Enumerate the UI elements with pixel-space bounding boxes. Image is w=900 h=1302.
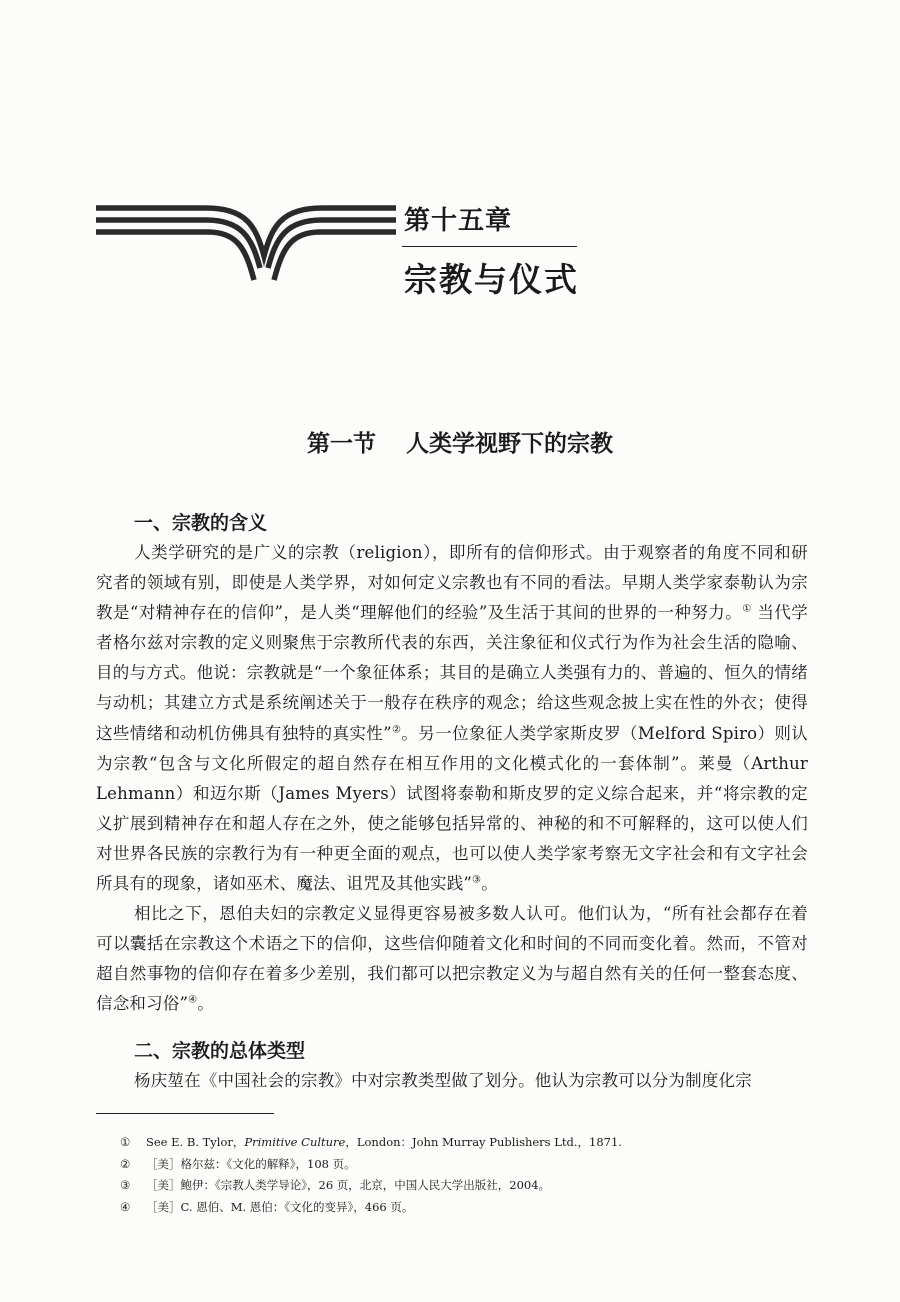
chapter-number: 第十五章 <box>404 206 513 236</box>
subsection-1 <box>96 508 808 1020</box>
footnote-item: ② ［美］格尔兹：《文化的解释》，108 页。 <box>120 1156 356 1171</box>
section-number: 第一节 <box>307 431 376 457</box>
paragraph: 相比之下，恩伯夫妇的宗教定义显得更容易被多数人认可。他们认为，“所有社会都存在着可以囊括在宗教这个术语之下的信仰，这些信仰随着文化和时间的不同而变化着。然而，不管对超自然事物的信仰存在着多少差别，我们都可以把宗教定义为与超自然有关的任何一整套态度、信念和习俗”④。 <box>96 904 808 1014</box>
footnote-ref[interactable]: ① <box>742 603 752 615</box>
footnote-ref[interactable]: ④ <box>188 994 198 1006</box>
paragraph: 杨庆堃在《中国社会的宗教》中对宗教类型做了划分。他认为宗教可以分为制度化宗 <box>134 1071 752 1090</box>
footnote-item: ① See E. B. Tylor，Primitive Culture，London：John Murray Publishers Ltd.，1871. <box>120 1135 622 1149</box>
footnotes <box>120 1132 800 1218</box>
chapter-ornament-icon <box>96 196 396 286</box>
footnote-item: ④ ［美］C. 恩伯、M. 恩伯：《文化的变异》，466 页。 <box>120 1199 414 1214</box>
footnote-item: ③ ［美］鲍伊：《宗教人类学导论》，26 页，北京，中国人民大学出版社，2004。 <box>120 1178 551 1192</box>
footnote-divider <box>96 1113 274 1114</box>
chapter-divider <box>402 246 577 247</box>
footnote-ref[interactable]: ③ <box>472 874 482 886</box>
subsection-heading: 一、宗教的含义 <box>134 512 268 534</box>
paragraph: 人类学研究的是广义的宗教（religion），即所有的信仰形式。由于观察者的角度不同和研究者的领域有别，即使是人类学界，对如何定义宗教也有不同的看法。早期人类学家泰勒认为宗教是“对精神存在的信仰”，是人类“理解他们的经验”及生活于其间的世界的一种努力。① 当代学者格尔兹对宗教的定义则聚焦于宗教所代表的东西，关注象征和仪式行为作为社会生活的隐喻、目的与方式。他说：宗教就是“一个象征体系；其目的是确立人类强有力的、普遍的、恒久的情绪与动机；其建立方式是系统阐述关于一般存在秩序的观念；给这些观念披上实在性的外衣；使得这些情绪和动机仿佛具有独特的真实性”②。另一位象征人类学家斯皮罗（Melford Spiro）则认为宗教“包含与文化所假定的超自然存在相互作用的文化模式化的一套体制”。莱曼（Arthur Lehmann）和迈尔斯（James Myers）试图将泰勒和斯皮罗的定义综合起来，并“将宗教的定义扩展到精神存在和超人存在之外，使之能够包括异常的、神秘的和不可解释的，这可以使人们对世界各民族的宗教行为有一种更全面的观点，也可以使人类学家考察无文字社会和有文字社会所具有的现象，诸如巫术、魔法、诅咒及其他实践”③。 <box>96 543 809 894</box>
chapter-title: 宗教与仪式 <box>404 260 579 299</box>
footnote-ref[interactable]: ② <box>391 724 402 736</box>
section-title: 人类学视野下的宗教 <box>406 431 613 457</box>
subsection-heading: 二、宗教的总体类型 <box>134 1040 306 1062</box>
subsection-2 <box>96 1036 808 1096</box>
section-heading <box>0 425 900 458</box>
